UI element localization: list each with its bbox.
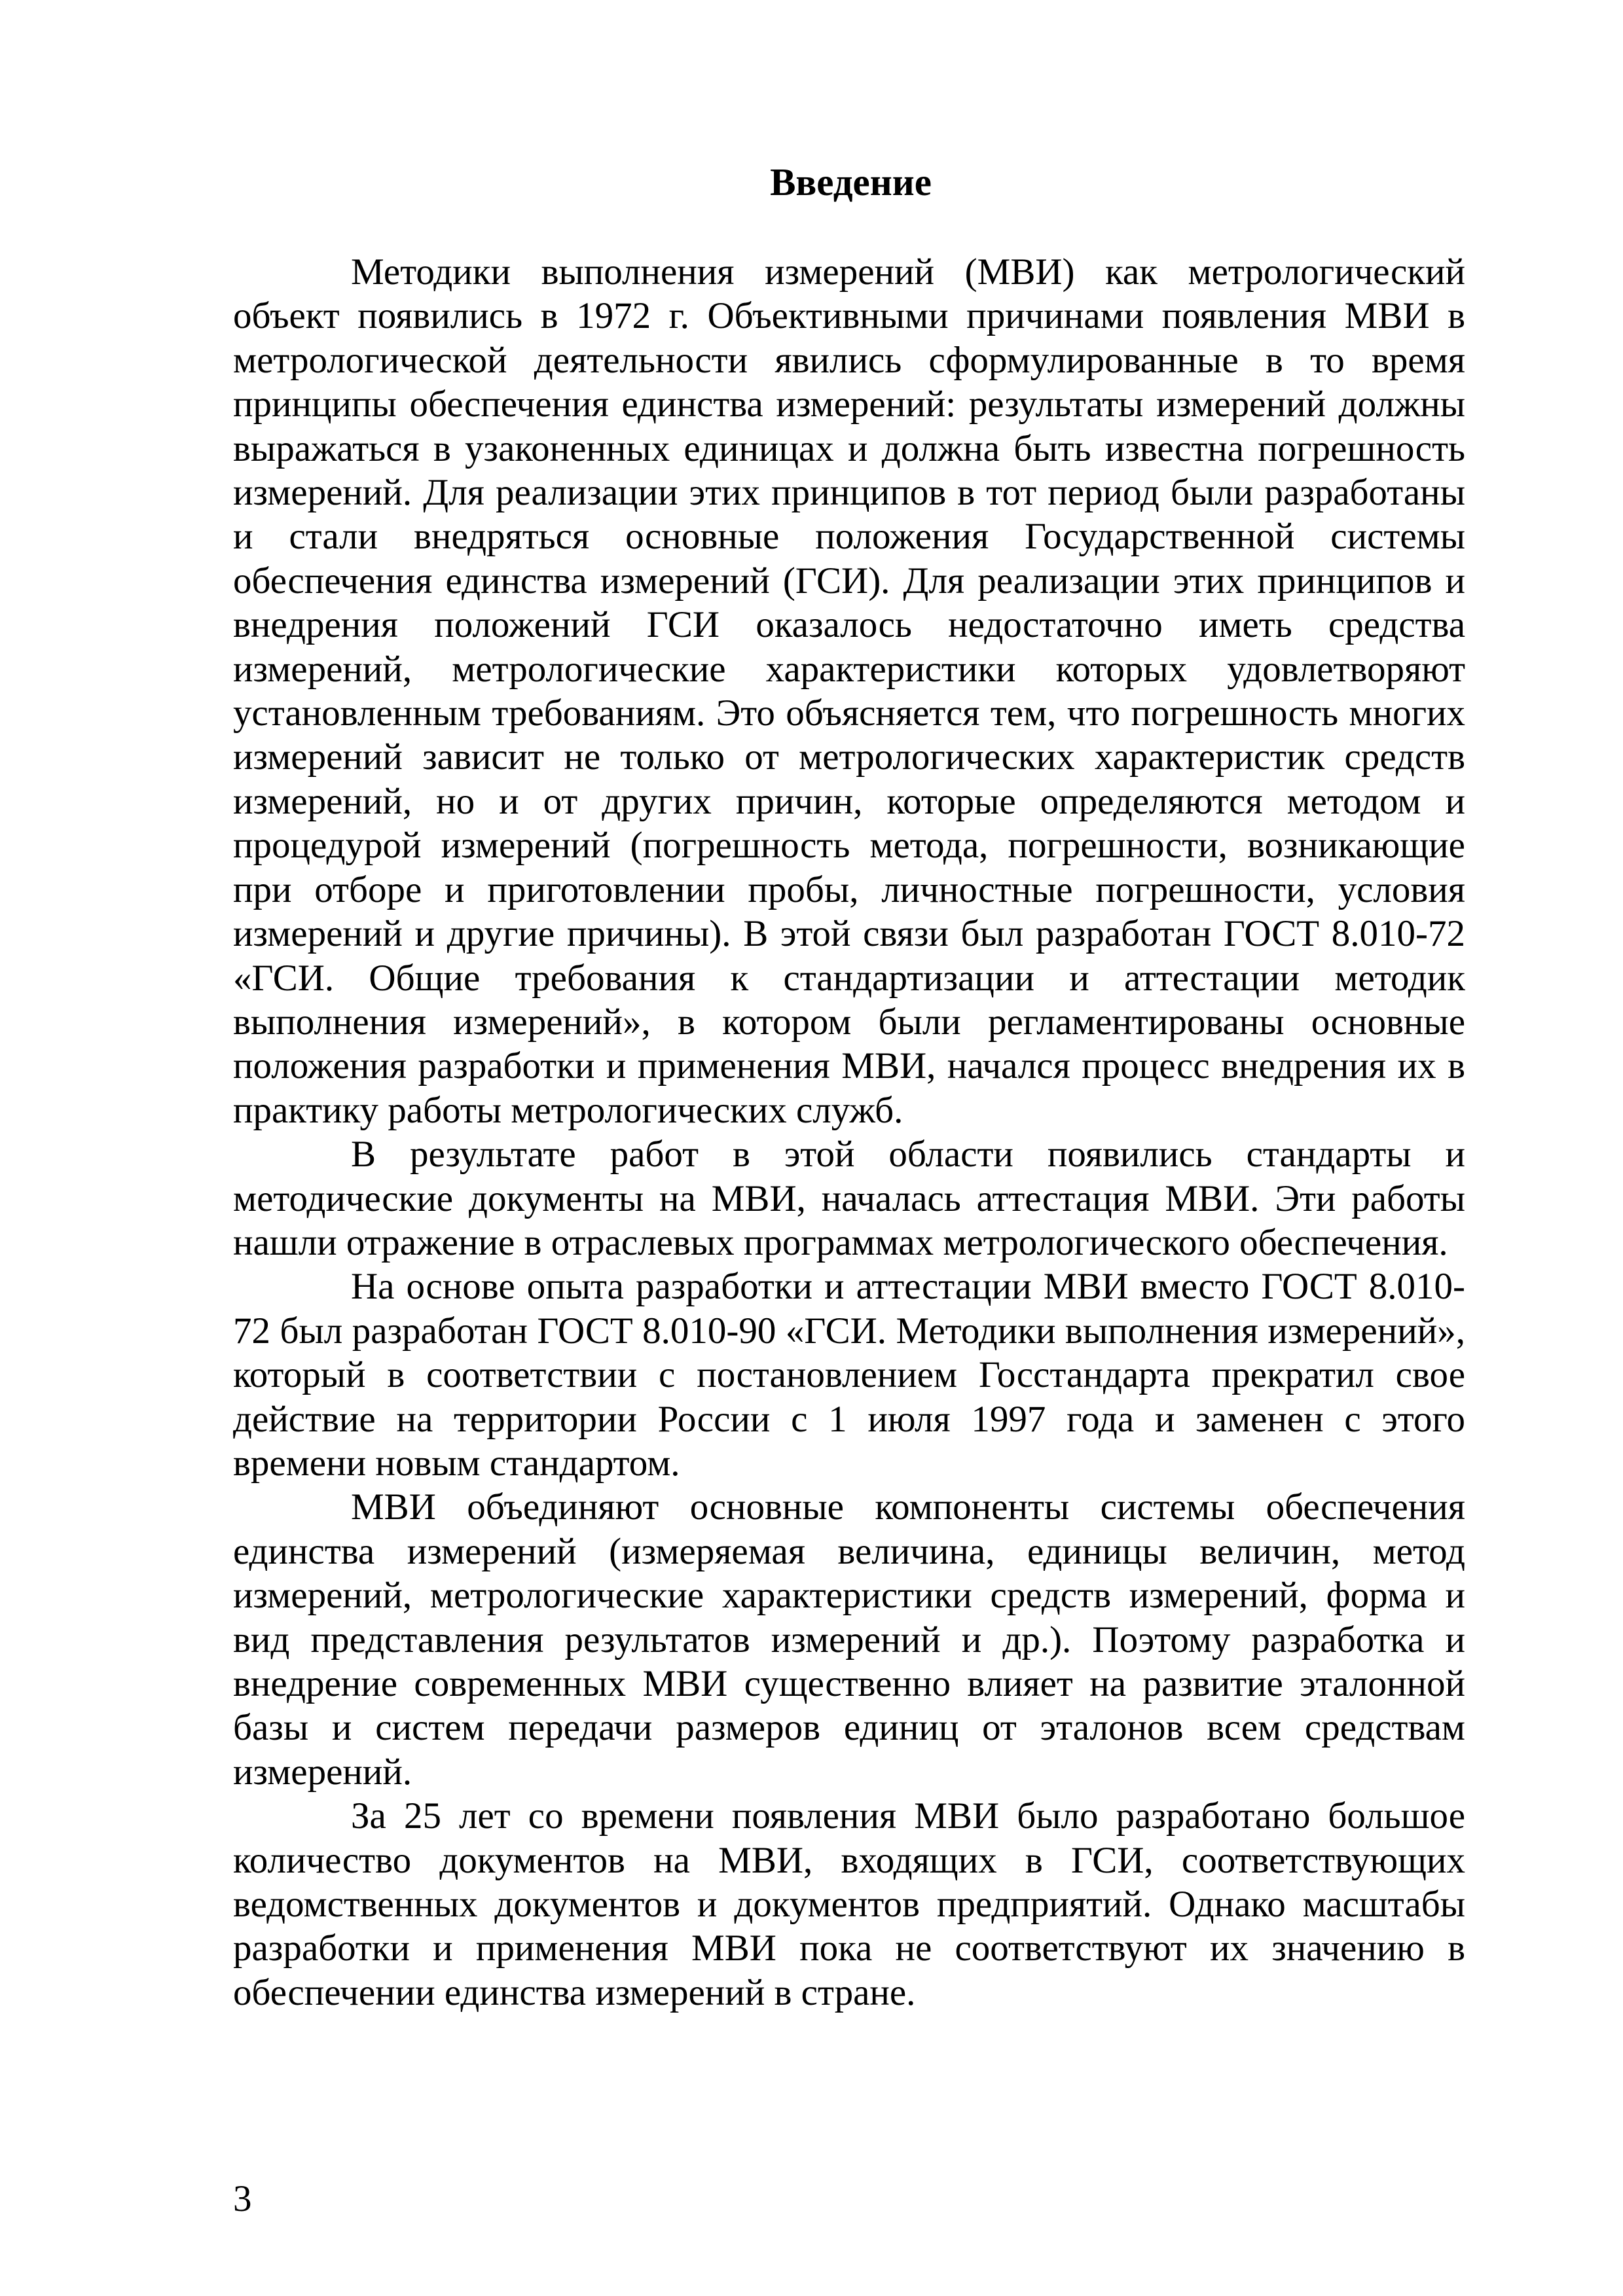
paragraph: В результате работ в этой области появились стандарты и методические документы на МВИ, началась аттестация МВИ. Эти работы нашли отражение в отраслевых программах метрологического обеспечения. <box>233 1134 1465 1263</box>
paragraph: На основе опыта разработки и аттестации МВИ вместо ГОСТ 8.010-72 был разработан ГОСТ 8.010-90 «ГСИ. Методики выполнения измерений», который в соответствии с постановлением Госстандарта прекратил свое действие на территории России с 1 июля 1997 года и заменен с этого времени новым стандартом. <box>233 1266 1465 1484</box>
paragraph: МВИ объединяют основные компоненты системы обеспечения единства измерений (измеряемая величина, единицы величин, метод измерений, метрологические характеристики средств измерений, форма и вид представления результатов измерений и др.). Поэтому разработка и внедрение современных МВИ существенно влияет на развитие эталонной базы и систем передачи размеров единиц от эталонов всем средствам измерений. <box>233 1486 1465 1793</box>
paragraph: Методики выполнения измерений (МВИ) как метрологический объект появились в 1972 г. Объективными причинами появления МВИ в метрологической деятельности явились сформулированные в то время принципы обеспечения единства измерений: результаты измерений должны выражаться в узаконенных единицах и должна быть известна погрешность измерений. Для реализации этих принципов в тот период были разработаны и стали внедряться основные положения Государственной системы обеспечения единства измерений (ГСИ). Для реализации этих принципов и внедрения положений ГСИ оказалось недостаточно иметь средства измерений, метрологические характеристики которых удовлетворяют установленным требованиям. Это объясняется тем, что погрешность многих измерений зависит не только от метрологических характеристик средств измерений, но и от других причин, которые определяются методом и процедурой измерений (погрешность метода, погрешности, возникающие при отборе и приготовлении пробы, личностные погрешности, условия измерений и другие причины). В этой связи был разработан ГОСТ 8.010-72 «ГСИ. Общие требования к стандартизации и аттестации методик выполнения измерений», в котором были регламентированы основные положения разработки и применения МВИ, начался процесс внедрения их в практику работы метрологических служб. <box>233 251 1465 1131</box>
paragraph: За 25 лет со времени появления МВИ было разработано большое количество документов на МВИ, входящих в ГСИ, соответствующих ведомственных документов и документов предприятий. Однако масштабы разработки и применения МВИ пока не соответствуют их значению в обеспечении единства измерений в стране. <box>233 1795 1465 2013</box>
page-title: Введение <box>770 160 932 204</box>
body-text <box>233 250 1465 2015</box>
page-number: 3 <box>233 2178 252 2219</box>
